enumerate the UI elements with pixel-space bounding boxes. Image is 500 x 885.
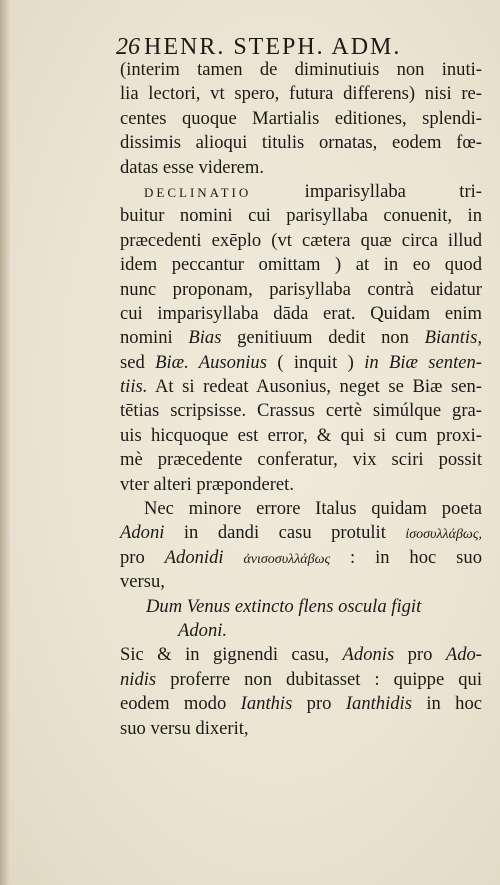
text-run: Adoni.: [178, 619, 228, 641]
text-line: [120, 278, 482, 302]
text-run: nunc proponam, parisyllaba contrà eidatur: [120, 278, 482, 300]
text-line: [120, 253, 482, 277]
text-line: [120, 58, 482, 82]
greek-term: ἀνισοσυλλάβως: [243, 551, 331, 567]
text-run: Sic & in gignendi casu,: [120, 644, 343, 666]
text-line: [120, 595, 482, 619]
text-run: versu,: [120, 571, 165, 593]
text-run: præcedenti exēplo (vt cætera quæ circa illud: [120, 229, 482, 251]
text-run: pro: [394, 644, 446, 666]
text-run: proferre non dubitasset : quippe qui: [156, 668, 482, 690]
text-line: [120, 473, 482, 497]
italic-term: Bias: [188, 327, 222, 349]
italic-term: Ianthis: [240, 693, 293, 715]
text-line: [120, 229, 482, 253]
page-number: 26: [116, 34, 140, 60]
text-run: : in hoc suo: [330, 546, 482, 568]
text-line: [120, 619, 482, 643]
text-line: [120, 424, 482, 448]
text-run: in dandi casu protulit: [164, 522, 406, 544]
text-run: genitiuum dedit non: [221, 327, 425, 349]
italic-term: Ianthidis: [345, 693, 412, 715]
text-run: lia lectori, vt spero, futura differens) nisi re-: [120, 83, 482, 105]
small-caps-word: DECLINATIO: [144, 184, 252, 200]
text-line: [120, 497, 482, 521]
text-run: tētias scripsisse. Crassus certè simúlque gra-: [120, 400, 482, 422]
italic-term: Biantis,: [424, 327, 482, 349]
text-run: mè præcedente conferatur, vix sciri possit: [120, 449, 482, 471]
text-run: Nec minore errore Italus quidam poeta: [144, 498, 482, 520]
text-run: idem peccantur omittam ) at in eo quod: [120, 254, 482, 276]
text-run: uis hicquoque est error, & qui si cum proxi-: [120, 424, 482, 446]
running-head: [116, 34, 476, 61]
text-line: [120, 668, 482, 692]
text-run: pro: [120, 546, 165, 568]
greek-term: ἰσοσυλλάβως,: [405, 527, 482, 543]
text-run: At si redeat Ausonius, neget se Biæ sen-: [147, 376, 482, 398]
text-line: [120, 570, 482, 594]
page-gutter-shadow: [0, 0, 10, 885]
text-run: sed: [120, 351, 156, 373]
text-line: [120, 302, 482, 326]
text-run: datas esse viderem.: [120, 156, 265, 178]
italic-term: Ado-: [445, 644, 482, 666]
text-line: [120, 204, 482, 228]
text-run: ( inquit ): [266, 351, 365, 373]
text-line: [120, 180, 482, 204]
text-run: nomini: [120, 327, 189, 349]
text-line: [120, 521, 482, 545]
text-run: pro: [292, 693, 346, 715]
text-line: [120, 448, 482, 472]
text-line: [120, 717, 482, 741]
italic-term: tiis.: [120, 376, 148, 398]
italic-term: Adoni: [120, 522, 165, 544]
text-run: suo versu dixerit,: [120, 717, 249, 739]
text-line: [120, 326, 482, 350]
text-line: [120, 643, 482, 667]
text-run: dissimis alioqui titulis ornatas, eodem fœ-: [120, 132, 482, 154]
text-line: [120, 107, 482, 131]
text-line: [120, 692, 482, 716]
text-run: Dum Venus extincto flens oscula figit: [146, 595, 422, 617]
text-run: buitur nomini cui parisyllaba conuenit, in: [120, 205, 482, 227]
text-line: [120, 82, 482, 106]
text-run: (interim tamen de diminutiuis non inuti-: [120, 59, 482, 80]
text-line: [120, 399, 482, 423]
italic-term: Adonis: [342, 644, 395, 666]
text-line: [120, 351, 482, 375]
text-line: [120, 375, 482, 399]
text-run: in hoc: [411, 693, 482, 715]
running-title: HENR. STEPH. ADM.: [144, 34, 402, 60]
text-run: [224, 547, 244, 568]
italic-term: nidis: [120, 668, 157, 690]
text-run: imparisyllaba tri-: [251, 180, 482, 202]
text-line: [120, 131, 482, 155]
text-run: eodem modo: [120, 693, 241, 715]
text-line: [120, 546, 482, 570]
italic-term: Biæ. Ausonius: [155, 351, 267, 373]
body-text: [120, 58, 482, 741]
text-line: [120, 156, 482, 180]
text-run: cui imparisyllaba dāda erat. Quidam enim: [120, 302, 482, 324]
text-run: vter alteri præponderet.: [120, 473, 294, 495]
italic-term: in Biæ senten-: [364, 351, 482, 373]
text-run: centes quoque Martialis editiones, splendi-: [120, 107, 482, 129]
italic-term: Adonidi: [164, 546, 224, 568]
